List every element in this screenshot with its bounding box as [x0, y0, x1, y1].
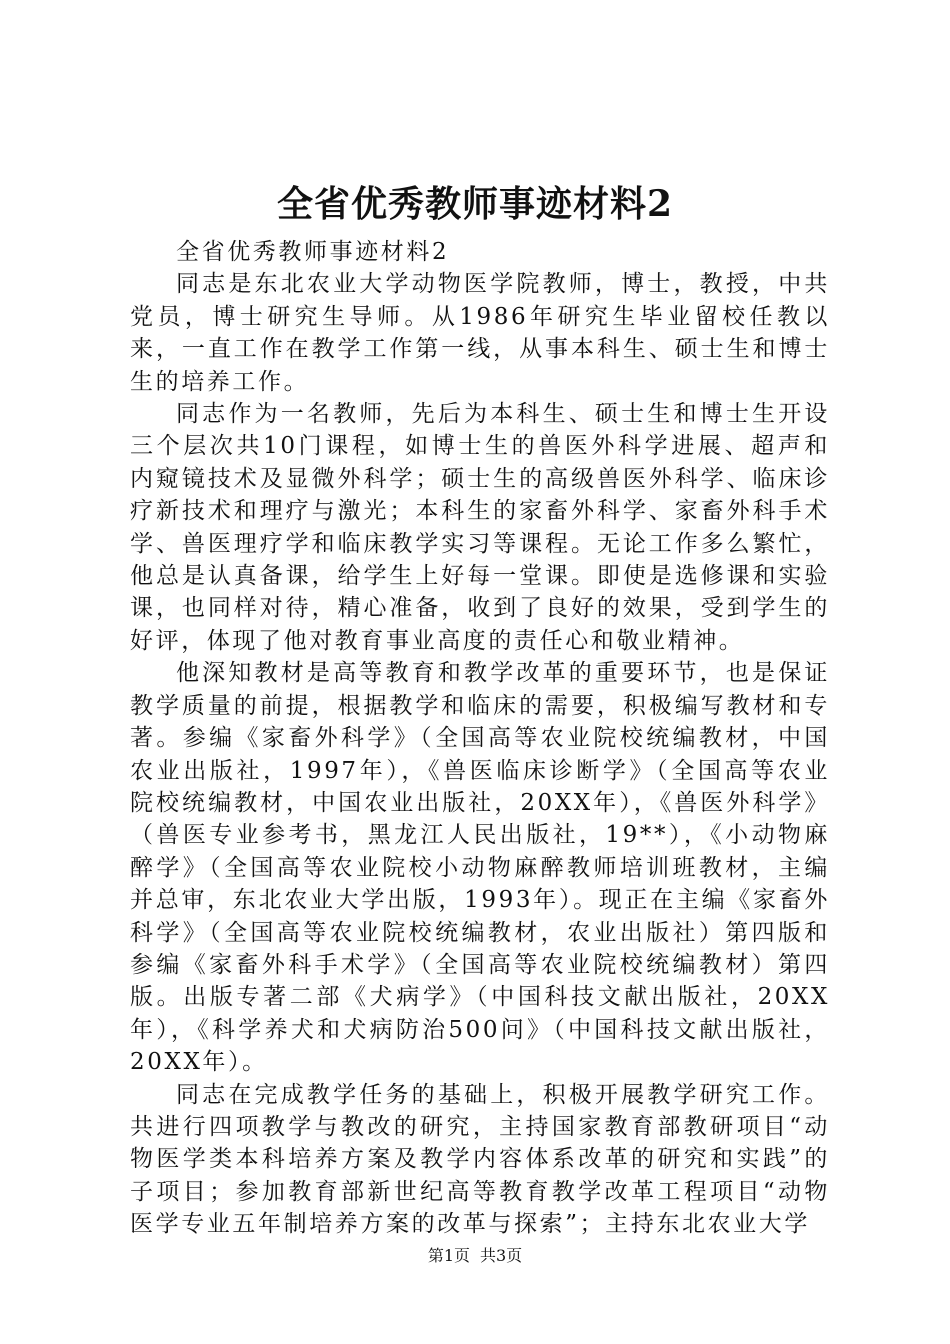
paragraph-courses: 同志作为一名教师，先后为本科生、硕士生和博士生开设三个层次共10门课程，如博士生的兽医外科学进展、超声和内窥镜技术及显微外科学；硕士生的高级兽医外科学、临床诊疗新技术和理疗与激光；本科生的家畜外科学、家畜外科手术学、兽医理疗学和临床教学实习等课程。无论工作多么繁忙，他总是认真备课，给学生上好每一堂课。即使是选修课和实验课，也同样对待，精心准备，收到了良好的效果，受到学生的好评，体现了他对教育事业高度的责任心和敬业精神。 [130, 401, 830, 654]
page-number: 第1页 [427, 1246, 470, 1265]
document-title: 全省优秀教师事迹材料2 [276, 183, 674, 225]
document-body [130, 236, 830, 1241]
page-total: 共3页 [480, 1246, 523, 1265]
paragraph-textbooks: 他深知教材是高等教育和教学改革的重要环节，也是保证教学质量的前提，根据教学和临床的需要，积极编写教材和专著。参编《家畜外科学》（全国高等农业院校统编教材，中国农业出版社，1997年），《兽医临床诊断学》（全国高等农业院校统编教材，中国农业出版社，20XX年），《兽医外科学》（兽医专业参考书，黑龙江人民出版社，19**），《小动物麻醉学》（全国高等农业院校小动物麻醉教师培训班教材，主编并总审，东北农业大学出版，1993年）。现正在主编《家畜外科学》（全国高等农业院校统编教材，农业出版社）第四版和参编《家畜外科手术学》（全国高等农业院校统编教材）第四版。出版专著二部《犬病学》（中国科技文献出版社，20XX年），《科学养犬和犬病防治500问》（中国科技文献出版社，20XX年）。 [130, 660, 830, 1076]
paragraph-subtitle: 全省优秀教师事迹材料2 [176, 239, 450, 265]
page-footer [0, 1245, 950, 1267]
paragraph-intro: 同志是东北农业大学动物医学院教师，博士，教授，中共党员，博士研究生导师。从1986年研究生毕业留校任教以来，一直工作在教学工作第一线，从事本科生、硕士生和博士生的培养工作。 [130, 271, 830, 395]
paragraph-research: 同志在完成教学任务的基础上，积极开展教学研究工作。共进行四项教学与教改的研究，主持国家教育部教研项目“动物医学类本科培养方案及教学内容体系改革的研究和实践”的子项目；参加教育部新世纪高等教育教学改革工程项目“动物医学专业五年制培养方案的改革与探索”；主持东北农业大学 [130, 1081, 830, 1238]
